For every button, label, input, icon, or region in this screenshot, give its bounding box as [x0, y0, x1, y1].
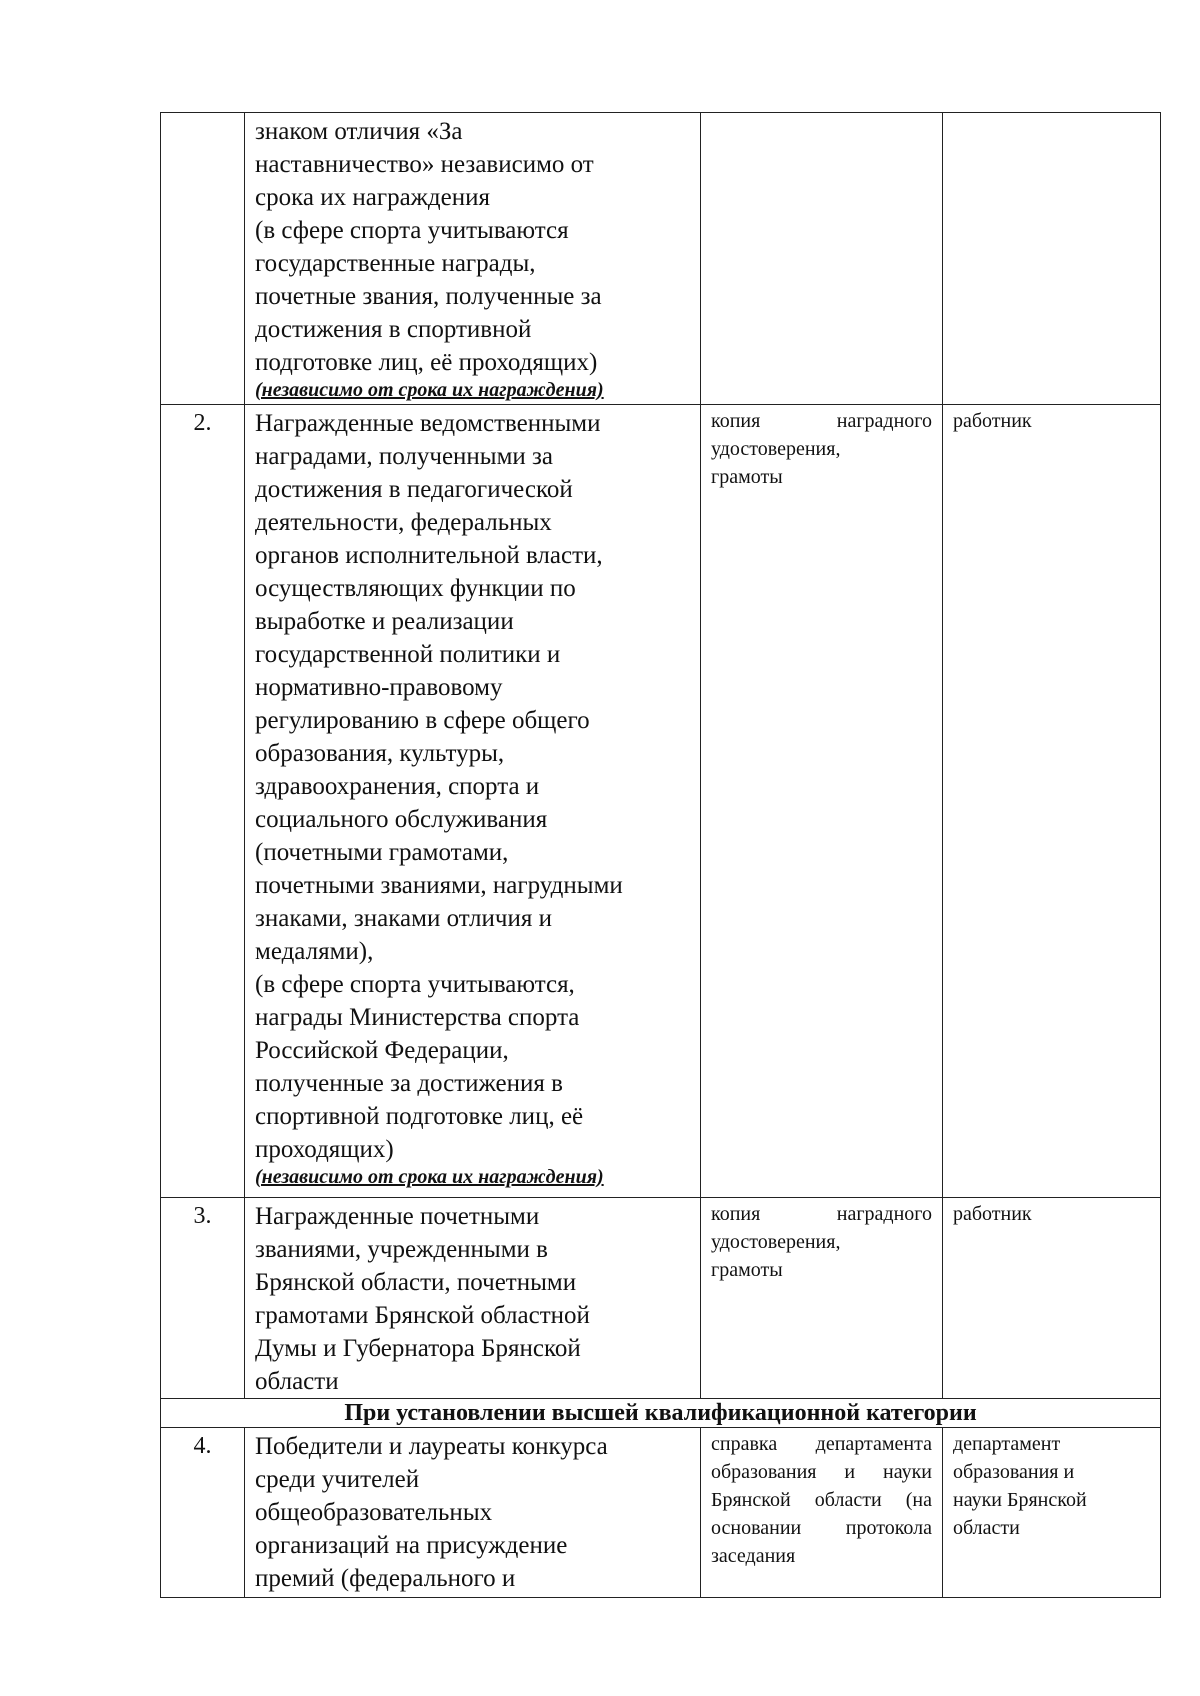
document-cell [701, 1198, 943, 1399]
row-number [161, 113, 245, 405]
row-number: 2. [161, 405, 245, 1198]
criterion-note: (независимо от срока их награждения) [255, 379, 604, 401]
source-text: департамент образования и науки Брянской области [953, 1433, 1087, 1539]
section-header-row [161, 1399, 1161, 1428]
table-row [161, 405, 1161, 1198]
document-cell [701, 1428, 943, 1598]
source-text: работник [953, 1203, 1032, 1225]
source-cell [943, 405, 1161, 1198]
table-row [161, 1198, 1161, 1399]
source-cell [943, 1428, 1161, 1598]
document-cell [701, 405, 943, 1198]
criteria-table [160, 112, 1161, 1598]
criterion-cell [245, 1428, 701, 1598]
criterion-cell [245, 113, 701, 405]
section-header: При установлении высшей квалификационной категории [161, 1399, 1161, 1428]
source-cell [943, 1198, 1161, 1399]
criterion-text: знаком отличия «За наставничество» независимо от срока их награждения (в сфере спорта учитываются государственные награды, почетные звания, полученные за достижения в спортивной подготовке лиц, её проходящих) [255, 118, 602, 376]
source-cell [943, 113, 1161, 405]
criterion-text: Победители и лауреаты конкурса среди учителей общеобразовательных организаций на присуждение премий (федерального и [255, 1433, 608, 1592]
criterion-cell [245, 1198, 701, 1399]
source-text: работник [953, 410, 1032, 432]
table-row [161, 113, 1161, 405]
criterion-text: Награжденные ведомственными наградами, полученными за достижения в педагогической деятельности, федеральных органов исполнительной власти, осуществляющих функции по выработке и реализации государственной политики и нормативно-правовому регулированию в сфере общего образования, культуры, здравоохранения, спорта и социального обслуживания (почетными грамотами, почетными званиями, нагрудными знаками, знаками отличия и медалями), (в сфере спорта учитываются, награды Министерства спорта Российской Федерации, полученные за достижения в спортивной подготовке лиц, её проходящих) [255, 410, 623, 1163]
table-row [161, 1428, 1161, 1598]
criterion-note: (независимо от срока их награждения) [255, 1166, 604, 1188]
row-number: 4. [161, 1428, 245, 1598]
document-text: копия наградного удостоверения, грамоты [711, 1203, 932, 1281]
row-number: 3. [161, 1198, 245, 1399]
document-text: справка департамента образования и науки Брянской области (на основании протокола заседания [711, 1433, 932, 1567]
document-cell [701, 113, 943, 405]
criterion-cell [245, 405, 701, 1198]
criterion-text: Награжденные почетными званиями, учрежденными в Брянской области, почетными грамотами Брянской областной Думы и Губернатора Брянской области [255, 1203, 590, 1395]
document-text: копия наградного удостоверения, грамоты [711, 410, 932, 488]
